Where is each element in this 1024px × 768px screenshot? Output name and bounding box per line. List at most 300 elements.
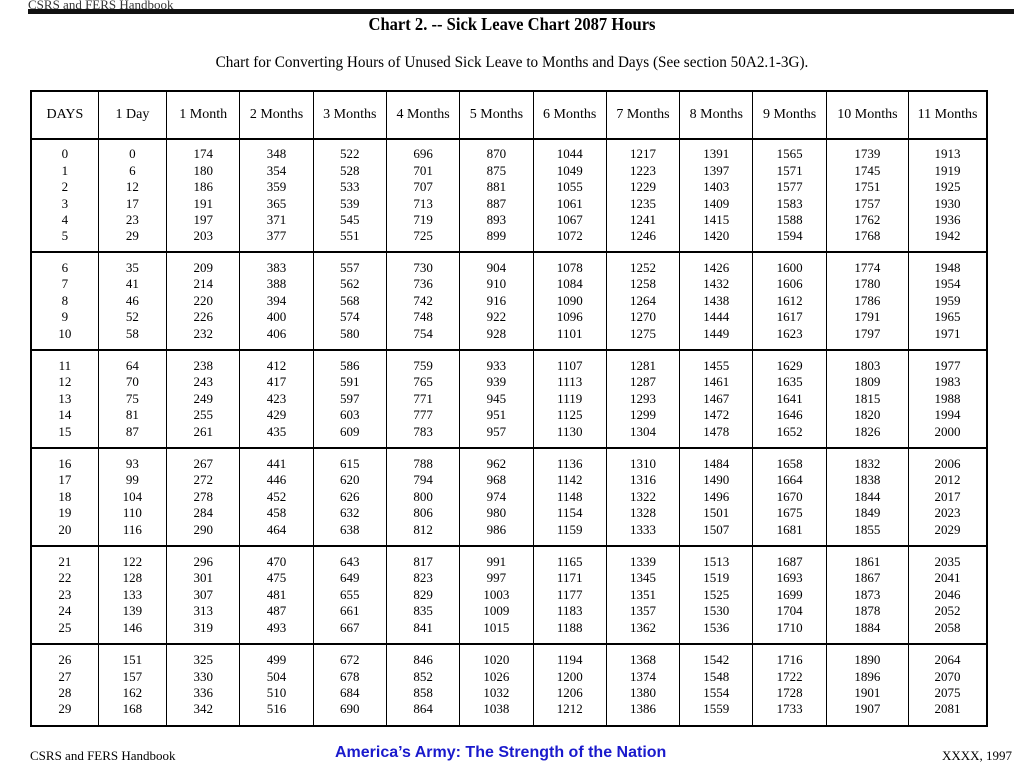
cell-value: 586	[340, 357, 360, 373]
cell-value: 1658	[776, 455, 803, 471]
cell-value: 17	[125, 195, 139, 211]
cell-value: 539	[340, 195, 360, 211]
cell-value: 13	[58, 390, 72, 406]
cell-value: 5	[61, 228, 69, 244]
cell-value: 1420	[703, 228, 730, 244]
cell-value: 470	[266, 553, 287, 569]
column-header: 6 Months	[533, 91, 606, 139]
cell-value: 2012	[934, 472, 961, 488]
cell-value: 1878	[854, 603, 881, 619]
table-cell	[31, 448, 98, 546]
cell-value: 1299	[629, 407, 656, 423]
cell-value: 574	[340, 309, 360, 325]
column-header: 7 Months	[606, 91, 679, 139]
cell-value: 516	[266, 701, 287, 717]
table-cell	[680, 252, 753, 350]
cell-value: 928	[486, 325, 507, 341]
cell-value: 916	[486, 292, 507, 308]
cell-value: 0	[129, 146, 136, 162]
table-cell	[909, 644, 987, 726]
table-cell	[386, 350, 459, 448]
cell-value: 29	[58, 701, 72, 717]
cell-value: 1867	[854, 570, 881, 586]
cell-value: 730	[413, 259, 433, 275]
cell-value: 1965	[934, 309, 961, 325]
cell-value: 1739	[854, 146, 881, 162]
table-cell	[460, 350, 533, 448]
cell-value: 493	[266, 619, 287, 635]
cell-value: 325	[193, 652, 213, 668]
table-cell	[533, 448, 606, 546]
cell-value: 1890	[854, 652, 881, 668]
cell-value: 1751	[854, 179, 881, 195]
cell-value: 1815	[854, 390, 881, 406]
cell-value: 1426	[703, 259, 730, 275]
table-cell	[313, 644, 386, 726]
cell-value: 713	[413, 195, 433, 211]
cell-value: 1664	[776, 472, 803, 488]
cell-value: 1287	[629, 374, 656, 390]
cell-value: 1096	[556, 309, 583, 325]
cell-value: 2023	[934, 505, 961, 521]
cell-value: 597	[340, 390, 360, 406]
cell-value: 1148	[556, 488, 583, 504]
cell-value: 841	[413, 619, 433, 635]
table-cell	[460, 252, 533, 350]
cell-value: 1101	[556, 325, 583, 341]
table-cell	[31, 350, 98, 448]
table-row	[31, 252, 987, 350]
cell-value: 968	[486, 472, 507, 488]
cell-value: 1988	[934, 390, 961, 406]
cell-value: 742	[413, 292, 433, 308]
cell-value: 4	[61, 211, 69, 227]
cell-value: 1397	[703, 162, 730, 178]
cell-value: 829	[413, 586, 433, 602]
cell-value: 609	[340, 423, 360, 439]
cell-value: 1594	[776, 228, 803, 244]
table-cell	[167, 448, 240, 546]
table-cell	[533, 350, 606, 448]
cell-value: 87	[125, 423, 139, 439]
cell-value: 2046	[934, 586, 961, 602]
table-cell	[31, 644, 98, 726]
cell-value: 146	[122, 619, 143, 635]
cell-value: 81	[125, 407, 139, 423]
cell-value: 25	[58, 619, 72, 635]
cell-value: 1612	[776, 292, 803, 308]
cell-value: 1530	[703, 603, 730, 619]
cell-value: 875	[486, 162, 507, 178]
cell-value: 1768	[854, 228, 881, 244]
cell-value: 1386	[629, 701, 656, 717]
cell-value: 348	[266, 146, 287, 162]
cell-value: 580	[340, 325, 360, 341]
cell-value: 29	[125, 228, 139, 244]
cell-value: 1444	[703, 309, 730, 325]
column-header: 9 Months	[753, 91, 826, 139]
cell-value: 1496	[703, 488, 730, 504]
cell-value: 638	[340, 521, 360, 537]
sick-leave-table	[30, 90, 988, 727]
cell-value: 806	[413, 505, 433, 521]
cell-value: 707	[413, 179, 433, 195]
cell-value: 423	[266, 390, 287, 406]
cell-value: 794	[413, 472, 433, 488]
cell-value: 27	[58, 668, 72, 684]
table-cell	[313, 252, 386, 350]
cell-value: 870	[486, 146, 507, 162]
cell-value: 1142	[556, 472, 583, 488]
cell-value: 1542	[703, 652, 730, 668]
cell-value: 1600	[776, 259, 803, 275]
cell-value: 962	[486, 455, 507, 471]
cell-value: 1391	[703, 146, 730, 162]
cell-value: 835	[413, 603, 433, 619]
cell-value: 394	[266, 292, 287, 308]
cell-value: 1670	[776, 488, 803, 504]
column-header: 1 Day	[98, 91, 166, 139]
cell-value: 504	[266, 668, 287, 684]
cell-value: 1844	[854, 488, 881, 504]
cell-value: 1368	[629, 652, 656, 668]
cell-value: 1855	[854, 521, 881, 537]
cell-value: 777	[413, 407, 433, 423]
table-cell	[167, 252, 240, 350]
cell-value: 2052	[934, 603, 961, 619]
table-cell	[753, 644, 826, 726]
cell-value: 1873	[854, 586, 881, 602]
cell-value: 203	[193, 228, 213, 244]
table-cell	[240, 252, 313, 350]
cell-value: 1693	[776, 570, 803, 586]
cell-value: 14	[58, 407, 72, 423]
cell-value: 446	[266, 472, 287, 488]
cell-value: 191	[193, 195, 213, 211]
table-body	[31, 139, 987, 726]
cell-value: 643	[340, 553, 360, 569]
cell-value: 690	[340, 701, 360, 717]
cell-value: 667	[340, 619, 360, 635]
cell-value: 1455	[703, 357, 730, 373]
cell-value: 19	[58, 505, 72, 521]
cell-value: 1304	[629, 423, 656, 439]
cell-value: 301	[193, 570, 213, 586]
cell-value: 139	[122, 603, 143, 619]
cell-value: 736	[413, 276, 433, 292]
cell-value: 168	[122, 701, 143, 717]
cell-value: 2017	[934, 488, 961, 504]
cell-value: 1548	[703, 668, 730, 684]
cell-value: 1930	[934, 195, 961, 211]
cell-value: 1617	[776, 309, 803, 325]
cell-value: 1884	[854, 619, 881, 635]
cell-value: 26	[58, 652, 72, 668]
cell-value: 481	[266, 586, 287, 602]
cell-value: 441	[266, 455, 287, 471]
cell-value: 1925	[934, 179, 961, 195]
cell-value: 1322	[629, 488, 656, 504]
cell-value: 1977	[934, 357, 961, 373]
cell-value: 2029	[934, 521, 961, 537]
cell-value: 284	[193, 505, 213, 521]
cell-value: 162	[122, 685, 143, 700]
cell-value: 1032	[483, 685, 510, 700]
cell-value: 1461	[703, 374, 730, 390]
cell-value: 1136	[556, 455, 583, 471]
cell-value: 1380	[629, 685, 656, 700]
cell-value: 1270	[629, 309, 656, 325]
cell-value: 1107	[556, 357, 583, 373]
table-cell	[606, 644, 679, 726]
cell-value: 1467	[703, 390, 730, 406]
column-header: DAYS	[31, 91, 98, 139]
cell-value: 12	[58, 374, 72, 390]
cell-value: 1786	[854, 292, 881, 308]
cell-value: 7	[61, 276, 69, 292]
column-header: 1 Month	[167, 91, 240, 139]
cell-value: 922	[486, 309, 507, 325]
cell-value: 1357	[629, 603, 656, 619]
cell-value: 1258	[629, 276, 656, 292]
table-cell	[680, 448, 753, 546]
cell-value: 1554	[703, 685, 730, 700]
cell-value: 1061	[556, 195, 583, 211]
cell-value: 620	[340, 472, 360, 488]
cell-value: 24	[58, 603, 72, 619]
cell-value: 986	[486, 521, 507, 537]
cell-value: 1049	[556, 162, 583, 178]
cell-value: 15	[58, 423, 72, 439]
cell-value: 1757	[854, 195, 881, 211]
cell-value: 2035	[934, 553, 961, 569]
table-row	[31, 448, 987, 546]
cell-value: 1936	[934, 211, 961, 227]
cell-value: 1183	[556, 603, 583, 619]
cell-value: 1009	[483, 603, 510, 619]
cell-value: 209	[193, 259, 213, 275]
cell-value: 858	[413, 685, 433, 700]
table-cell	[167, 350, 240, 448]
cell-value: 701	[413, 162, 433, 178]
cell-value: 1415	[703, 211, 730, 227]
table-cell	[533, 139, 606, 252]
cell-value: 1710	[776, 619, 803, 635]
cell-value: 1832	[854, 455, 881, 471]
table-row	[31, 139, 987, 252]
cell-value: 28	[58, 685, 72, 700]
cell-value: 93	[125, 455, 139, 471]
cell-value: 1641	[776, 390, 803, 406]
cell-value: 684	[340, 685, 360, 700]
cell-value: 23	[125, 211, 139, 227]
cell-value: 1235	[629, 195, 656, 211]
cell-value: 1044	[556, 146, 583, 162]
cell-value: 70	[125, 374, 139, 390]
cell-value: 1206	[556, 685, 583, 700]
table-cell	[31, 546, 98, 644]
table-cell	[98, 350, 166, 448]
cell-value: 249	[193, 390, 213, 406]
cell-value: 1803	[854, 357, 881, 373]
cell-value: 388	[266, 276, 287, 292]
cell-value: 435	[266, 423, 287, 439]
cell-value: 1281	[629, 357, 656, 373]
table-cell	[680, 644, 753, 726]
cell-value: 1264	[629, 292, 656, 308]
table-cell	[313, 139, 386, 252]
cell-value: 1861	[854, 553, 881, 569]
cell-value: 980	[486, 505, 507, 521]
cell-value: 272	[193, 472, 213, 488]
cell-value: 974	[486, 488, 507, 504]
table-cell	[909, 139, 987, 252]
cell-value: 232	[193, 325, 213, 341]
cell-value: 8	[61, 292, 69, 308]
table-cell	[753, 139, 826, 252]
cell-value: 1484	[703, 455, 730, 471]
cell-value: 1119	[557, 390, 583, 406]
cell-value: 12	[125, 179, 139, 195]
column-header: 4 Months	[386, 91, 459, 139]
cell-value: 1687	[776, 553, 803, 569]
cell-value: 846	[413, 652, 433, 668]
cell-value: 1374	[629, 668, 656, 684]
cell-value: 6	[129, 162, 136, 178]
cell-value: 562	[340, 276, 360, 292]
cell-value: 1438	[703, 292, 730, 308]
table-cell	[98, 546, 166, 644]
cell-value: 551	[340, 228, 360, 244]
cell-value: 122	[122, 553, 143, 569]
table-cell	[386, 644, 459, 726]
cell-value: 226	[193, 309, 213, 325]
table-cell	[826, 546, 908, 644]
cell-value: 1409	[703, 195, 730, 211]
cell-value: 35	[125, 259, 139, 275]
cell-value: 278	[193, 488, 213, 504]
table-cell	[31, 252, 98, 350]
table-cell	[606, 139, 679, 252]
cell-value: 1809	[854, 374, 881, 390]
cell-value: 313	[193, 603, 213, 619]
table-cell	[753, 252, 826, 350]
table-cell	[606, 350, 679, 448]
cell-value: 655	[340, 586, 360, 602]
cell-value: 1403	[703, 179, 730, 195]
cell-value: 1328	[629, 505, 656, 521]
cell-value: 475	[266, 570, 287, 586]
cell-value: 1513	[703, 553, 730, 569]
cell-value: 336	[193, 685, 213, 700]
table-row	[31, 546, 987, 644]
cell-value: 99	[125, 472, 139, 488]
cell-value: 632	[340, 505, 360, 521]
table-row	[31, 350, 987, 448]
table-cell	[909, 448, 987, 546]
cell-value: 110	[122, 505, 142, 521]
cell-value: 951	[486, 407, 507, 423]
table-row	[31, 644, 987, 726]
cell-value: 1125	[556, 407, 583, 423]
cell-value: 255	[193, 407, 213, 423]
cell-value: 1432	[703, 276, 730, 292]
cell-value: 1565	[776, 146, 803, 162]
table-cell	[909, 350, 987, 448]
footer-left-text: CSRS and FERS Handbook	[30, 748, 176, 763]
cell-value: 458	[266, 505, 287, 521]
cell-value: 1983	[934, 374, 961, 390]
cell-value: 2000	[934, 423, 961, 439]
cell-value: 1571	[776, 162, 803, 178]
cell-value: 1536	[703, 619, 730, 635]
cell-value: 510	[266, 685, 287, 700]
cell-value: 1067	[556, 211, 583, 227]
cell-value: 1901	[854, 685, 881, 700]
cell-value: 765	[413, 374, 433, 390]
cell-value: 1675	[776, 505, 803, 521]
cell-value: 64	[125, 357, 139, 373]
column-header: 10 Months	[826, 91, 908, 139]
table-cell	[31, 139, 98, 252]
cell-value: 759	[413, 357, 433, 373]
cell-value: 116	[122, 521, 142, 537]
cell-value: 933	[486, 357, 507, 373]
cell-value: 1907	[854, 701, 881, 717]
cell-value: 371	[266, 211, 287, 227]
cell-value: 1223	[629, 162, 656, 178]
cell-value: 319	[193, 619, 213, 635]
cell-value: 452	[266, 488, 287, 504]
table-cell	[460, 546, 533, 644]
cell-value: 330	[193, 668, 213, 684]
cell-value: 568	[340, 292, 360, 308]
cell-value: 52	[125, 309, 139, 325]
cell-value: 1728	[776, 685, 803, 700]
cell-value: 1026	[483, 668, 510, 684]
cell-value: 1	[61, 162, 69, 178]
cell-value: 591	[340, 374, 360, 390]
cell-value: 20	[58, 521, 72, 537]
cell-value: 1820	[854, 407, 881, 423]
table-cell	[909, 252, 987, 350]
cell-value: 1733	[776, 701, 803, 717]
cell-value: 852	[413, 668, 433, 684]
cell-value: 1072	[556, 228, 583, 244]
cell-value: 11	[58, 357, 72, 373]
table-cell	[313, 448, 386, 546]
cell-value: 528	[340, 162, 360, 178]
cell-value: 365	[266, 195, 287, 211]
cell-value: 719	[413, 211, 433, 227]
cell-value: 991	[486, 553, 507, 569]
cell-value: 1704	[776, 603, 803, 619]
cell-value: 1275	[629, 325, 656, 341]
cell-value: 1339	[629, 553, 656, 569]
cell-value: 1606	[776, 276, 803, 292]
cell-value: 1490	[703, 472, 730, 488]
cell-value: 21	[58, 553, 72, 569]
cell-value: 1293	[629, 390, 656, 406]
cell-value: 887	[486, 195, 507, 211]
cell-value: 1722	[776, 668, 803, 684]
column-header: 8 Months	[680, 91, 753, 139]
cell-value: 58	[125, 325, 139, 341]
cell-value: 910	[486, 276, 507, 292]
table-cell	[240, 644, 313, 726]
cell-value: 1971	[934, 325, 961, 341]
cell-value: 2006	[934, 455, 961, 471]
